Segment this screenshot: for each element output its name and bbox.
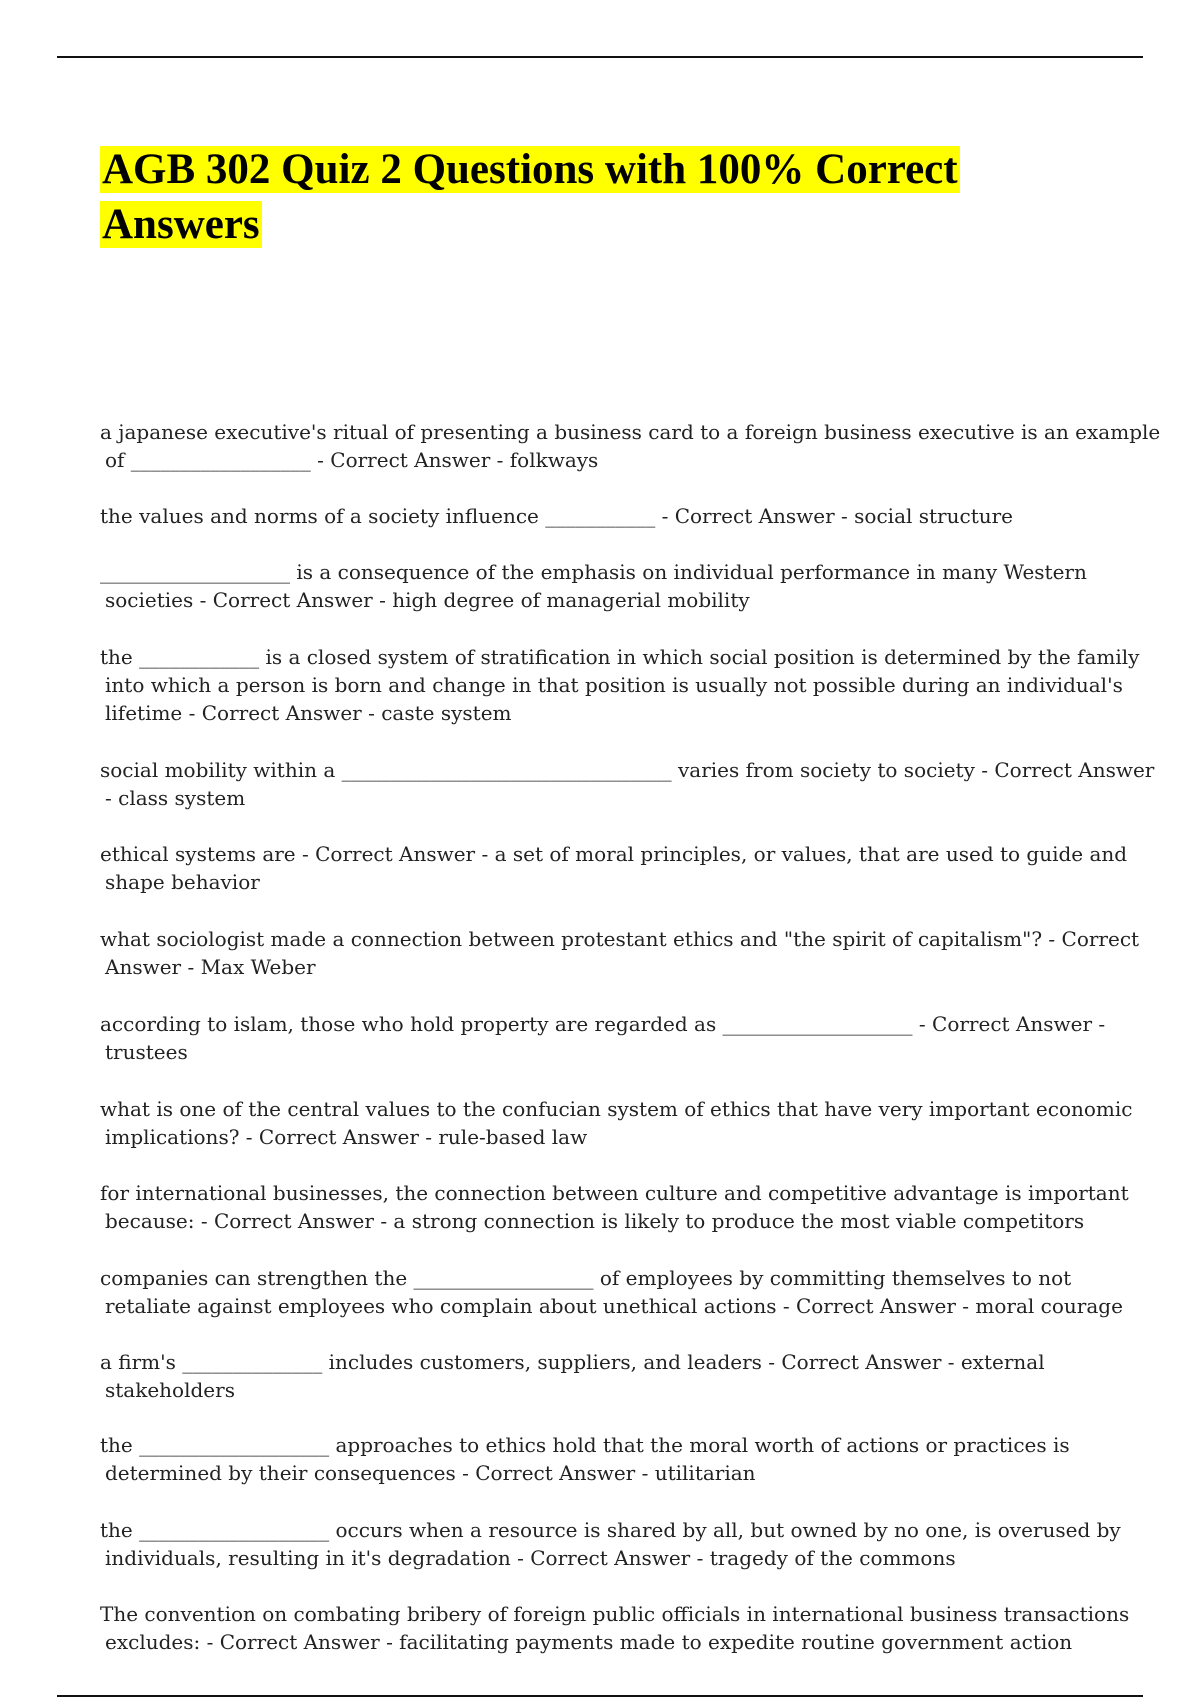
title-highlight: AGB 302 Quiz 2 Questions with 100% Correct Answers [102, 146, 958, 248]
qa-item-5: social mobility within a _________________________________ varies from society to society - Correct Answer - class system [100, 758, 1155, 810]
qa-item-7: what sociologist made a connection between protestant ethics and "the spirit of capitalism"? - Correct Answer - Max Weber [100, 927, 1140, 979]
qa-item-3: ___________________ is a consequence of the emphasis on individual performance in many Western societies - Correct Answer - high degree of managerial mobility [100, 560, 1087, 612]
qa-item-4: the ____________ is a closed system of stratification in which social position is determined by the family into which a person is born and change in that position is usually not possible during an individual's lifetime - Correct Answer - caste system [100, 645, 1140, 725]
bottom-rule [57, 1695, 1143, 1697]
qa-item-15: The convention on combating bribery of foreign public officials in international business transactions excludes: - Correct Answer - facilitating payments made to expedite routine government action [100, 1602, 1130, 1654]
qa-item-13: the ___________________ approaches to ethics hold that the moral worth of actions or practices is determined by their consequences - Correct Answer - utilitarian [100, 1433, 1070, 1485]
qa-item-2: the values and norms of a society influence ___________ - Correct Answer - social structure [100, 504, 1014, 528]
qa-item-14: the ___________________ occurs when a resource is shared by all, but owned by no one, is overused by individuals, resulting in it's degradation - Correct Answer - tragedy of the commons [100, 1518, 1121, 1570]
qa-item-12: a firm's ______________ includes customers, suppliers, and leaders - Correct Answer - external stakeholders [100, 1350, 1045, 1402]
qa-item-6: ethical systems are - Correct Answer - a set of moral principles, or values, that are used to guide and shape behavior [100, 842, 1128, 894]
qa-item-9: what is one of the central values to the confucian system of ethics that have very important economic implications? - Correct Answer - rule-based law [100, 1097, 1133, 1149]
qa-item-1: a japanese executive's ritual of presenting a business card to a foreign business executive is an example of __________________ - Correct Answer - folkways [100, 420, 1161, 472]
top-rule [57, 56, 1143, 58]
qa-item-8: according to islam, those who hold property are regarded as ___________________ - Correct Answer - trustees [100, 1012, 1106, 1064]
qa-item-11: companies can strengthen the __________________ of employees by committing themselves to not retaliate against employees who complain about unethical actions - Correct Answer - moral courage [100, 1266, 1123, 1318]
qa-item-10: for international businesses, the connection between culture and competitive advantage is important because: - Correct Answer - a strong connection is likely to produce the most viable competitors [100, 1181, 1129, 1233]
document-title [100, 142, 1100, 252]
